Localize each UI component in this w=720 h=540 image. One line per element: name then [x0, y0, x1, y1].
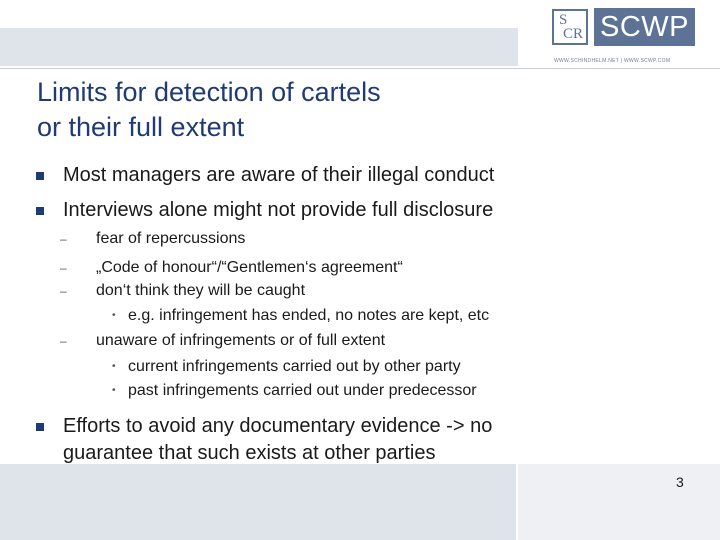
square-bullet-icon	[36, 423, 44, 431]
page-number: 3	[676, 474, 684, 490]
header-divider	[0, 68, 720, 69]
website-urls: WWW.SCHINDHELM.NET | WWW.SCWP.COM	[554, 58, 671, 64]
logo-monogram-icon: S C R	[552, 9, 588, 45]
header-band	[0, 28, 518, 66]
footer-band	[0, 464, 516, 540]
brand-logo: SCWP	[594, 8, 695, 46]
footer-page-panel	[518, 464, 720, 540]
square-bullet-icon	[36, 172, 44, 180]
slide-title: Limits for detection of cartels or their full extent	[37, 77, 381, 142]
square-bullet-icon	[36, 207, 44, 215]
